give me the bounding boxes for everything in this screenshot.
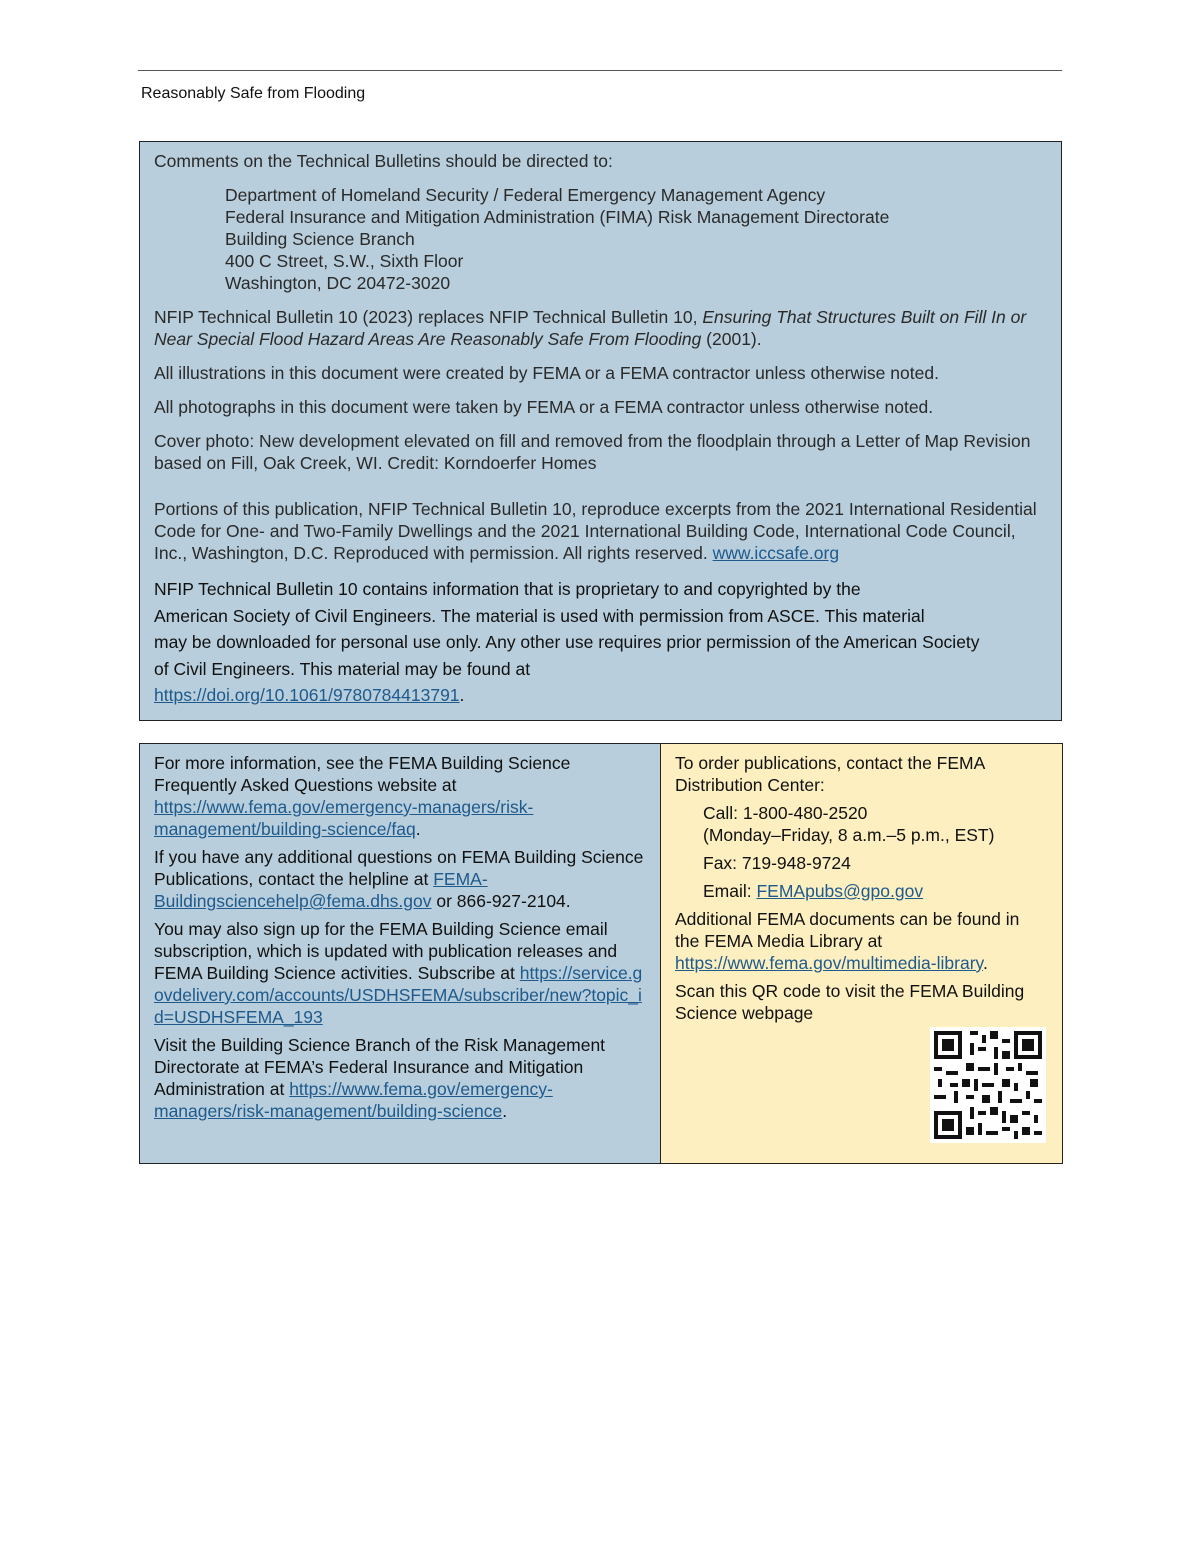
building-science-info-column	[140, 744, 661, 1163]
subscription-paragraph: You may also sign up for the FEMA Building Science email subscription, which is updated with publication releases and FEMA Building Science activities. Subscribe at https://service.govdelivery.com/accounts/USDHSFEMA/subscriber/new?topic_id=USDHSFEMA_193	[154, 919, 643, 1027]
fema-pubs-email-link[interactable]: FEMApubs@gpo.gov	[756, 881, 924, 901]
page-header-title: Reasonably Safe from Flooding	[141, 85, 366, 102]
iccsafe-link[interactable]: www.iccsafe.org	[712, 543, 840, 563]
fax-info: Fax: 719-948-9724	[703, 853, 851, 873]
address-line: Federal Insurance and Mitigation Administration (FIMA) Risk Management Directorate	[225, 207, 890, 227]
address-line: 400 C Street, S.W., Sixth Floor	[225, 251, 464, 271]
building-science-link[interactable]: https://www.fema.gov/emergency-managers/risk-management/building-science	[154, 1079, 553, 1121]
address-line: Washington, DC 20472-3020	[225, 273, 451, 293]
replaces-paragraph: NFIP Technical Bulletin 10 (2023) replaces NFIP Technical Bulletin 10, Ensuring That Structures Built on Fill In or Near Special Flood Hazard Areas Are Reasonably Safe From Flooding (2001).	[154, 307, 1027, 349]
cover-photo-credit: Cover photo: New development elevated on fill and removed from the floodplain through a Letter of Map Revision based on Fill, Oak Creek, WI. Credit: Korndoerfer Homes	[154, 431, 1031, 473]
media-library-paragraph: Additional FEMA documents can be found in the FEMA Media Library at https://www.fema.gov/multimedia-library.	[675, 909, 1020, 973]
header-rule	[138, 70, 1062, 71]
icc-permission-paragraph: Portions of this publication, NFIP Technical Bulletin 10, reproduce excerpts from the 2021 International Residential Code for One- and Two-Family Dwellings and the 2021 International Building Code, International Code Council, Inc., Washington, D.C. Reproduced with permission. All rights reserved. www.iccsafe.org	[154, 499, 1037, 563]
mailing-address	[225, 184, 1047, 294]
contact-info-box	[139, 743, 1063, 1164]
media-library-link[interactable]: https://www.fema.gov/multimedia-library	[675, 953, 983, 973]
asce-doi-link[interactable]: https://doi.org/10.1061/9780784413791	[154, 685, 460, 705]
helpline-paragraph: If you have any additional questions on FEMA Building Science Publications, contact the helpline at FEMA-Buildingsciencehelp@fema.dhs.gov or 866-927-2104.	[154, 847, 644, 911]
address-line: Building Science Branch	[225, 229, 415, 249]
faq-paragraph: For more information, see the FEMA Building Science Frequently Asked Questions website at https://www.fema.gov/emergency-managers/risk-management/building-science/faq.	[154, 753, 571, 839]
photographs-note: All photographs in this document were taken by FEMA or a FEMA contractor unless otherwise noted.	[154, 397, 934, 417]
visit-paragraph: Visit the Building Science Branch of the Risk Management Directorate at FEMA’s Federal Insurance and Mitigation Administration at https://www.fema.gov/emergency-managers/risk-management/building-science.	[154, 1035, 606, 1121]
qr-code-icon[interactable]	[930, 1027, 1046, 1143]
address-line: Department of Homeland Security / Federal Emergency Management Agency	[225, 185, 826, 205]
comments-box	[139, 141, 1062, 721]
comments-intro: Comments on the Technical Bulletins should be directed to:	[154, 151, 613, 171]
ordering-info-column	[661, 744, 1062, 1163]
asce-permission-paragraph: NFIP Technical Bulletin 10 contains information that is proprietary to and copyrighted by the American Society of Civil Engineers. The material is used with permission from ASCE. This material may be downloaded for personal use only. Any other use requires prior permission of the American Society of Civil Engineers. This material may be found at https://doi.org/10.1061/9780784413791.	[154, 579, 980, 705]
illustrations-note: All illustrations in this document were created by FEMA or a FEMA contractor unless otherwise noted.	[154, 363, 939, 383]
subscription-link[interactable]: https://service.govdelivery.com/accounts/USDHSFEMA/subscriber/new?topic_id=USDHSFEMA_193	[154, 963, 643, 1027]
replaced-title: Ensuring That Structures Built on Fill In or Near Special Flood Hazard Areas Are Reasonably Safe From Flooding	[154, 307, 1027, 349]
faq-link[interactable]: https://www.fema.gov/emergency-managers/risk-management/building-science/faq	[154, 797, 534, 839]
call-info: Call: 1-800-480-2520 (Monday–Friday, 8 a.m.–5 p.m., EST)	[703, 803, 995, 845]
order-paragraph: To order publications, contact the FEMA Distribution Center:	[675, 753, 985, 795]
email-info: Email: FEMApubs@gpo.gov	[703, 881, 924, 901]
qr-paragraph: Scan this QR code to visit the FEMA Building Science webpage	[675, 981, 1025, 1023]
helpline-email-link[interactable]: FEMA-Buildingsciencehelp@fema.dhs.gov	[154, 869, 488, 911]
